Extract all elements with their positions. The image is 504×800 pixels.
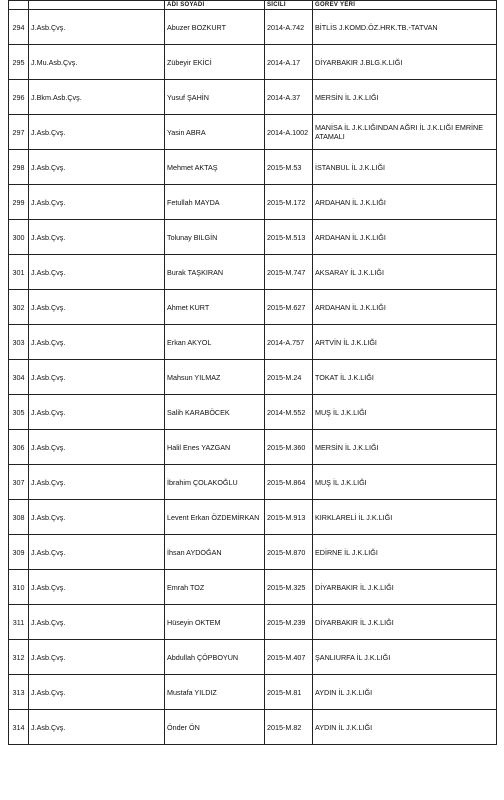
cell-rank: J.Asb.Çvş.: [29, 290, 165, 325]
cell-no: 300: [9, 220, 29, 255]
cell-no: 301: [9, 255, 29, 290]
cell-no: 302: [9, 290, 29, 325]
cell-registry: 2014-A.757: [265, 325, 313, 360]
cell-unit: EDİRNE İL J.K.LIĞI: [313, 535, 497, 570]
cell-name: Önder ÖN: [165, 710, 265, 745]
cell-registry: 2015-M.627: [265, 290, 313, 325]
cell-name: İhsan AYDOĞAN: [165, 535, 265, 570]
cell-unit: DİYARBAKIR İL J.K.LIĞI: [313, 570, 497, 605]
table-row: [9, 220, 497, 255]
cell-name: Fetullah MAYDA: [165, 185, 265, 220]
table-row: [9, 10, 497, 45]
cell-name: Salih KARABÖCEK: [165, 395, 265, 430]
cell-rank: J.Asb.Çvş.: [29, 395, 165, 430]
cell-name: Levent Erkan ÖZDEMİRKAN: [165, 500, 265, 535]
table-row: [9, 185, 497, 220]
cell-name: İbrahim ÇOLAKOĞLU: [165, 465, 265, 500]
cell-no: 308: [9, 500, 29, 535]
cell-rank: J.Asb.Çvş.: [29, 570, 165, 605]
cell-no: 304: [9, 360, 29, 395]
cell-registry: 2015-M.870: [265, 535, 313, 570]
cell-rank: J.Asb.Çvş.: [29, 150, 165, 185]
cell-rank: J.Asb.Çvş.: [29, 430, 165, 465]
cell-registry: 2015-M.81: [265, 675, 313, 710]
header-name: ADI SOYADI: [165, 1, 265, 10]
cell-unit: MUŞ İL J.K.LIĞI: [313, 395, 497, 430]
cell-registry: 2014-M.552: [265, 395, 313, 430]
cell-registry: 2015-M.360: [265, 430, 313, 465]
cell-no: 312: [9, 640, 29, 675]
cell-no: 306: [9, 430, 29, 465]
table-row: [9, 360, 497, 395]
table-row: [9, 465, 497, 500]
table-header-row: [9, 1, 497, 10]
table-row: [9, 80, 497, 115]
cell-rank: J.Asb.Çvş.: [29, 185, 165, 220]
cell-rank: J.Asb.Çvş.: [29, 500, 165, 535]
cell-name: Ahmet KURT: [165, 290, 265, 325]
table-row: [9, 150, 497, 185]
cell-unit: AYDIN İL J.K.LIĞI: [313, 710, 497, 745]
cell-registry: 2014-A.17: [265, 45, 313, 80]
table-row: [9, 325, 497, 360]
cell-unit: ARDAHAN İL J.K.LIĞI: [313, 290, 497, 325]
cell-no: 303: [9, 325, 29, 360]
cell-name: Mehmet AKTAŞ: [165, 150, 265, 185]
cell-registry: 2014-A.37: [265, 80, 313, 115]
cell-name: Mustafa YILDIZ: [165, 675, 265, 710]
cell-rank: J.Asb.Çvş.: [29, 465, 165, 500]
cell-rank: J.Asb.Çvş.: [29, 220, 165, 255]
cell-registry: 2014-A.1002: [265, 115, 313, 150]
cell-registry: 2014-A.742: [265, 10, 313, 45]
cell-name: Hüseyin OKTEM: [165, 605, 265, 640]
cell-name: Zübeyir EKİCİ: [165, 45, 265, 80]
header-rank: [29, 1, 165, 10]
cell-name: Emrah TOZ: [165, 570, 265, 605]
cell-rank: J.Bkm.Asb.Çvş.: [29, 80, 165, 115]
cell-unit: BİTLİS J.KOMD.ÖZ.HRK.TB.-TATVAN: [313, 10, 497, 45]
cell-rank: J.Asb.Çvş.: [29, 605, 165, 640]
document-page: [8, 0, 496, 745]
table-row: [9, 570, 497, 605]
cell-name: Tolunay BILGİN: [165, 220, 265, 255]
table-row: [9, 500, 497, 535]
table-row: [9, 640, 497, 675]
cell-unit: ŞANLIURFA İL J.K.LIĞI: [313, 640, 497, 675]
cell-registry: 2015-M.747: [265, 255, 313, 290]
cell-no: 296: [9, 80, 29, 115]
cell-rank: J.Asb.Çvş.: [29, 710, 165, 745]
cell-no: 310: [9, 570, 29, 605]
cell-no: 297: [9, 115, 29, 150]
cell-rank: J.Asb.Çvş.: [29, 255, 165, 290]
cell-rank: J.Asb.Çvş.: [29, 360, 165, 395]
cell-registry: 2015-M.239: [265, 605, 313, 640]
cell-no: 307: [9, 465, 29, 500]
cell-registry: 2015-M.913: [265, 500, 313, 535]
cell-no: 311: [9, 605, 29, 640]
cell-registry: 2015-M.24: [265, 360, 313, 395]
cell-no: 295: [9, 45, 29, 80]
table-row: [9, 535, 497, 570]
cell-unit: DİYARBAKIR İL J.K.LIĞI: [313, 605, 497, 640]
cell-rank: J.Mu.Asb.Çvş.: [29, 45, 165, 80]
cell-unit: MERSİN İL J.K.LIĞI: [313, 430, 497, 465]
table-row: [9, 430, 497, 465]
table-row: [9, 290, 497, 325]
cell-unit: ARDAHAN İL J.K.LIĞI: [313, 185, 497, 220]
cell-name: Halil Enes YAZGAN: [165, 430, 265, 465]
table-row: [9, 605, 497, 640]
cell-no: 309: [9, 535, 29, 570]
header-registry: SİCİLİ: [265, 1, 313, 10]
cell-unit: AYDIN İL J.K.LIĞI: [313, 675, 497, 710]
cell-unit: ARDAHAN İL J.K.LIĞI: [313, 220, 497, 255]
cell-name: Mahsun YILMAZ: [165, 360, 265, 395]
cell-no: 313: [9, 675, 29, 710]
header-no: [9, 1, 29, 10]
cell-name: Yasin ABRA: [165, 115, 265, 150]
cell-registry: 2015-M.53: [265, 150, 313, 185]
cell-name: Burak TAŞKIRAN: [165, 255, 265, 290]
cell-registry: 2015-M.513: [265, 220, 313, 255]
cell-registry: 2015-M.864: [265, 465, 313, 500]
cell-no: 305: [9, 395, 29, 430]
cell-unit: İSTANBUL İL J.K.LIĞI: [313, 150, 497, 185]
cell-registry: 2015-M.82: [265, 710, 313, 745]
cell-registry: 2015-M.172: [265, 185, 313, 220]
personnel-table: [8, 0, 497, 745]
header-unit: GÖREV YERİ: [313, 1, 497, 10]
cell-unit: MUŞ İL J.K.LIĞI: [313, 465, 497, 500]
cell-no: 298: [9, 150, 29, 185]
table-row: [9, 710, 497, 745]
table-row: [9, 395, 497, 430]
cell-no: 294: [9, 10, 29, 45]
cell-rank: J.Asb.Çvş.: [29, 325, 165, 360]
cell-unit: ARTVİN İL J.K.LIĞI: [313, 325, 497, 360]
cell-no: 314: [9, 710, 29, 745]
cell-unit: DİYARBAKIR J.BLG.K.LIĞI: [313, 45, 497, 80]
cell-name: Erkan AKYOL: [165, 325, 265, 360]
cell-registry: 2015-M.325: [265, 570, 313, 605]
cell-name: Abdullah ÇÖPBOYUN: [165, 640, 265, 675]
cell-name: Abuzer BOZKURT: [165, 10, 265, 45]
cell-unit: MANİSA İL J.K.LIĞINDAN AĞRI İL J.K.LIĞI EMRİNE ATAMALI: [313, 115, 497, 150]
table-row: [9, 675, 497, 710]
cell-rank: J.Asb.Çvş.: [29, 535, 165, 570]
cell-registry: 2015-M.407: [265, 640, 313, 675]
personnel-table-body: [9, 1, 497, 745]
table-row: [9, 45, 497, 80]
cell-unit: MERSİN İL J.K.LIĞI: [313, 80, 497, 115]
table-row: [9, 255, 497, 290]
cell-name: Yusuf ŞAHİN: [165, 80, 265, 115]
cell-rank: J.Asb.Çvş.: [29, 115, 165, 150]
cell-unit: TOKAT İL J.K.LIĞI: [313, 360, 497, 395]
cell-rank: J.Asb.Çvş.: [29, 675, 165, 710]
cell-unit: AKSARAY İL J.K.LIĞI: [313, 255, 497, 290]
cell-no: 299: [9, 185, 29, 220]
cell-rank: J.Asb.Çvş.: [29, 10, 165, 45]
cell-unit: KIRKLARELİ İL J.K.LIĞI: [313, 500, 497, 535]
table-row: [9, 115, 497, 150]
cell-rank: J.Asb.Çvş.: [29, 640, 165, 675]
